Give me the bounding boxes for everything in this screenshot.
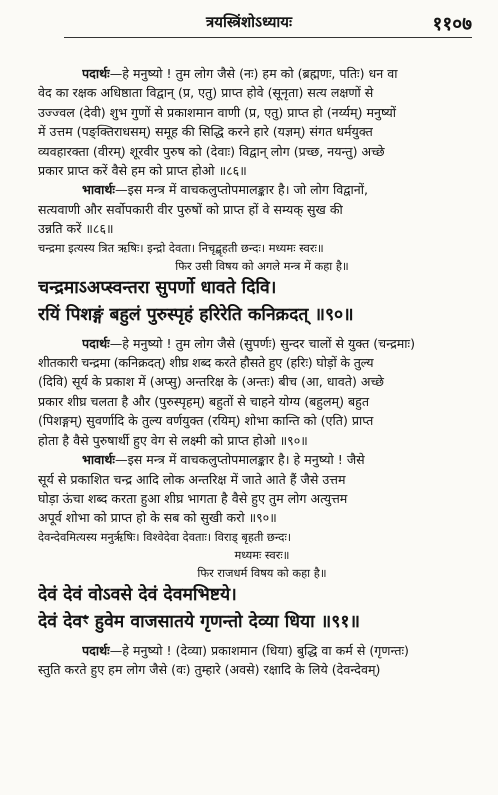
padartha-line: उज्ज्वल (देवी) शुभ गुणों से प्रकाशमान वाणी (प्र, एतु) प्राप्त हो (नर्य्यम्) मनुष्यों xyxy=(38,104,397,120)
intro-line: फिर उसी विषय को अगले मन्त्र में कहा है॥ xyxy=(175,258,349,273)
mantra-line: देवं देवं वोऽवसे देवं देवमभिष्टये। xyxy=(38,584,237,605)
bhavartha-line: सत्यवाणी और सर्वोपकारी वीर पुरुषों को प्राप्त हों वे सम्यक् सुख की xyxy=(38,201,343,217)
bhavartha-line: घोड़ा ऊंचा शब्द करता हुआ शीघ्र भागता है वैसे हुए तुम लोग अत्युत्तम xyxy=(38,490,348,506)
header-rule xyxy=(64,37,472,38)
padartha-line: स्तुति करते हुए हम लोग जैसे (वः) तुम्हारे (अवसे) रक्षादि के लिये (देवन्देवम्) xyxy=(38,662,381,678)
chapter-title: त्रयस्त्रिंशोऽध्यायः xyxy=(205,13,293,31)
bhavartha-label: भावार्थः xyxy=(82,452,115,468)
padartha-line: में उत्तम (पङ्क्तिराधसम्) समूह की सिद्धि करने हारे (यज्ञम्) संगत धर्मयुक्त xyxy=(38,124,373,140)
page-body xyxy=(38,64,486,680)
padartha-line: प्रकार शीघ्र चलता है और (पुरुस्पृहम्) बहुतों से चाहने योग्य (बहुलम्) बहुत xyxy=(38,393,370,409)
padartha-line: पदार्थः—हे मनुष्यो ! (देव्या) प्रकाशमान (धिया) बुद्धि वा कर्म से (गृणन्तः) xyxy=(82,642,409,658)
bhavartha-line: सूर्य से प्रकाशित चन्द्र आदि लोक अन्तरिक्ष में जाते आते हैं जैसे उत्तम xyxy=(38,471,346,487)
padartha-label: पदार्थः xyxy=(82,335,110,351)
padartha-line: वेद का रक्षक अधिष्ठाता विद्वान् (प्र, एतु) प्राप्त होवे (सूनृता) सत्य लक्षणों से xyxy=(38,85,374,101)
page-header xyxy=(0,10,498,40)
padartha-line: शीतकारी चन्द्रमा (कनिक्रदत्) शीघ्र शब्द करते हौसते हुए (हरिः) घोड़ों के तुल्य xyxy=(38,355,374,371)
padartha-line: होता है वैसे पुरुषार्थी हुए वेग से लक्ष्मी को प्राप्त होओ ॥९०॥ xyxy=(38,432,308,448)
padartha-line: (दिवि) सूर्य के प्रकाश में (अप्सु) अन्तरिक्ष के (अन्तः) बीच (आ, धावते) अच्छे xyxy=(38,374,384,390)
padartha-line: प्रकार प्राप्त करें वैसे हम को प्राप्त होओ ॥८६॥ xyxy=(38,163,247,179)
bhavartha-line: भावार्थः—इस मन्त्र में वाचकलुप्तोपमालङ्कार है। हे मनुष्यो ! जैसे xyxy=(82,452,365,468)
bhavartha-line: भावार्थः—इस मन्त्र में वाचकलुप्तोपमालङ्कार है। जो लोग विद्वानों, xyxy=(82,182,369,198)
padartha-label: पदार्थः xyxy=(82,66,110,81)
mantra-line: रयिं पिशङ्गं बहुलं पुरुस्पृहं हरिरेति कनिक्रदत् ॥९०॥ xyxy=(38,304,354,325)
svara-line: मध्यमः स्वरः॥ xyxy=(234,547,290,562)
bhavartha-line: अपूर्व शोभा को प्राप्त हो के सब को सुखी करो ॥९०॥ xyxy=(38,510,277,526)
padartha-line: (पिशङ्गम्) सुवर्णादि के तुल्य वर्णयुक्त (रयिम्) शोभा कान्ति को (एति) प्राप्त xyxy=(38,413,374,429)
mantra-line: देवं देवꣳ हुवेम वाजसातये गृणन्तो देव्या धिया ॥९१॥ xyxy=(38,611,360,632)
padartha-label: पदार्थः xyxy=(82,642,110,658)
intro-line: फिर राजधर्म विषय को कहा है॥ xyxy=(197,565,327,580)
bhavartha-label: भावार्थः xyxy=(82,182,115,198)
rishi-devata-line: चन्द्रमा इत्यस्य त्रित ऋषिः। इन्द्रो देवता। निचृद्बृहती छन्दः। मध्यमः स्वरः॥ xyxy=(38,240,324,255)
rishi-devata-line: देवन्देवमित्यस्य मनुर्ऋषिः। विश्वेदेवा देवताः। विराड् बृहती छन्दः। xyxy=(38,529,292,544)
padartha-line: व्यवहारक्ता (वीरम्) शूरवीर पुरुष को (देवाः) विद्वान् लोग (प्रच्छ, नयन्तु) अच्छे xyxy=(38,143,385,159)
mantra-line: चन्द्रमाऽअप्स्वन्तरा सुपर्णो धावते दिवि। xyxy=(38,277,277,298)
padartha-line: पदार्थः—हे मनुष्यो ! तुम लोग जैसे (सुपर्णः) सुन्दर चालों से युक्त (चन्द्रमाः) xyxy=(82,335,416,351)
padartha-line: पदार्थः—हे मनुष्यो ! तुम लोग जैसे (नः) हम को (ब्रह्मणः, पतिः) धन वा xyxy=(82,66,398,81)
bhavartha-line: उन्नति करें ॥८६॥ xyxy=(38,221,114,237)
page-number: ११०७ xyxy=(432,13,472,35)
